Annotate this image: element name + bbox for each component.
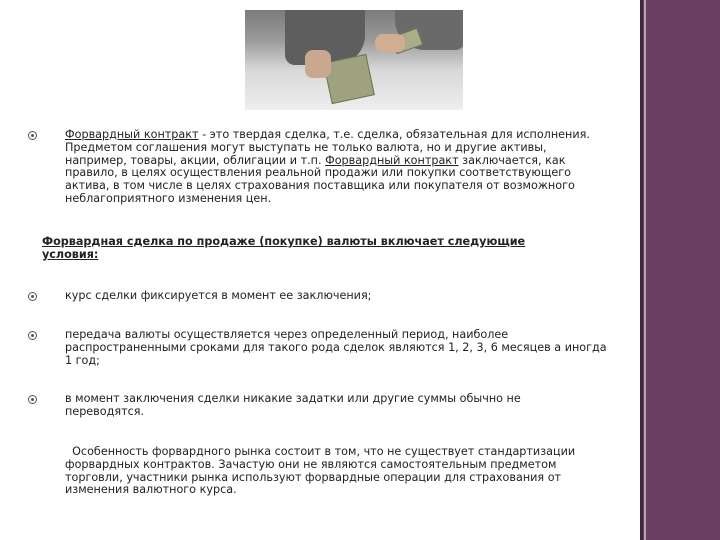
bullet-icon: [28, 292, 37, 301]
forward-contract-definition: [65, 129, 605, 206]
condition-item-1: курс сделки фиксируется в момент ее заключения;: [65, 289, 372, 302]
hand-left: [305, 50, 331, 78]
forward-contract-link[interactable]: Форвардный контракт: [65, 128, 199, 141]
money-handshake-photo: [245, 10, 463, 110]
bullet-icon: [28, 131, 37, 140]
definition-text-2: заключается, как правило, в целях осуществления реальной продажи или покупки соответствующего актива, в том числе в целях страхования поставщика или покупателя от возможного неблагоприятного изменения цен.: [65, 153, 575, 205]
bullet-icon: [28, 331, 37, 340]
sidebar-divider: [644, 0, 646, 540]
decorative-sidebar: [640, 0, 720, 540]
condition-item-2: передача валюты осуществляется через определенный период, наиболее распространенными сроками для такого рода сделок являются 1, 2, 3, 6 месяцев а иногда 1 год;: [65, 328, 607, 367]
conditions-heading: Форвардная сделка по продаже (покупке) валюты включает следующие условия:: [42, 235, 526, 261]
condition-item-3: в момент заключения сделки никакие задатки или другие суммы обычно не переводятся.: [65, 392, 521, 418]
forward-contract-link-2[interactable]: Форвардный контракт: [325, 153, 459, 167]
closing-paragraph: Особенность форвардного рынка состоит в том, что не существует стандартизации форвардных контрактов. Зачастую они не являются самостоятельным предметом торговли, участники рынка используют форвардные операции для страхования от изменения валютного курса.: [65, 445, 579, 497]
hand-right: [375, 34, 405, 52]
definition-text: - это твердая сделка, т.е. сделка, обязательная для исполнения. Предметом соглашения могут выступать не только валюта, но и другие активы, например, товары, акции, облигации и т.п.: [65, 128, 590, 167]
bullet-icon: [28, 395, 37, 404]
